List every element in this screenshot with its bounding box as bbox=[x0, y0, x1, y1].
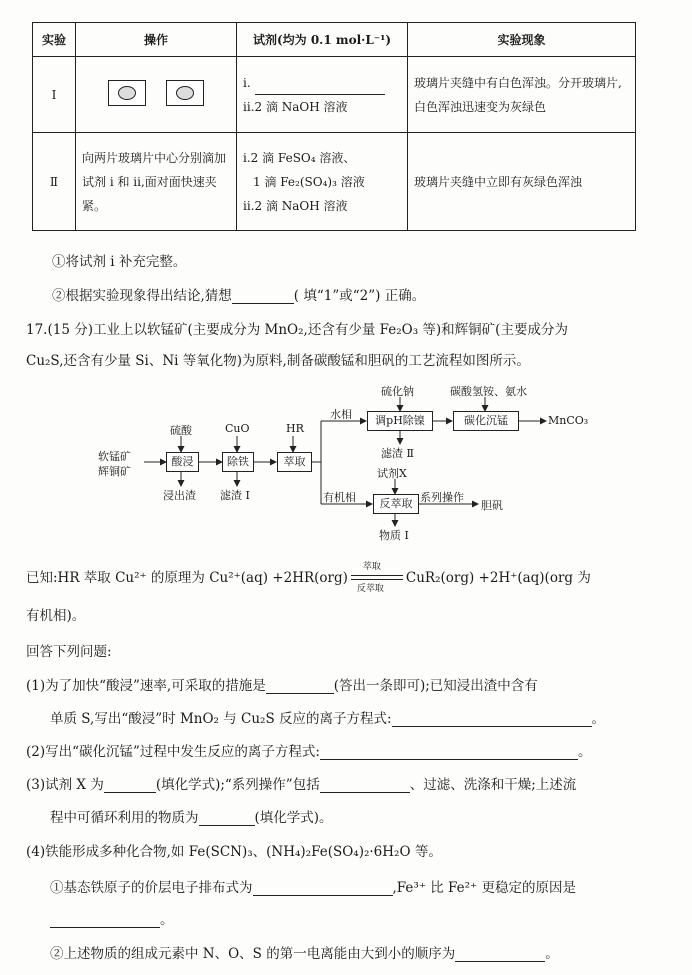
q17-3-line1 bbox=[26, 773, 576, 793]
reagent-text: ii.2 滴 NaOH 溶液 bbox=[243, 198, 348, 213]
known-equation bbox=[26, 561, 591, 594]
flow-step-mn: 碳化沉锰 bbox=[453, 411, 519, 431]
flow-water-phase: 水相 bbox=[330, 408, 352, 421]
q-text: 单质 S,写出“酸浸”时 MnO₂ 与 Cu₂S 反应的离子方程式: bbox=[50, 711, 392, 727]
table-row bbox=[33, 133, 636, 231]
q-text: 。 bbox=[577, 744, 592, 760]
answer-blank[interactable] bbox=[50, 927, 160, 928]
glass-slide-icon bbox=[108, 80, 146, 106]
flow-cuo: CuO bbox=[225, 422, 250, 435]
flow-product-mn: MnCO₃ bbox=[548, 414, 589, 427]
reagent-text: 1 滴 Fe₂(SO₄)₃ 溶液 bbox=[253, 174, 365, 189]
q-text: ,Fe³⁺ 比 Fe²⁺ 更稳定的原因是 bbox=[392, 880, 576, 896]
q-text: 。 bbox=[160, 912, 174, 928]
equilibrium-arrow-icon bbox=[351, 579, 403, 580]
flow-hr: HR bbox=[286, 422, 304, 435]
answer-blank[interactable] bbox=[455, 961, 545, 962]
reversible-arrow bbox=[351, 561, 403, 594]
flow-residue1: 滤渣 Ⅰ bbox=[220, 489, 250, 502]
answer-blank[interactable] bbox=[232, 303, 294, 304]
q17-4-2 bbox=[50, 942, 559, 962]
q-text: (填化学式);“系列操作”包括 bbox=[155, 777, 320, 793]
flow-step-acid: 酸浸 bbox=[166, 452, 199, 472]
q-text: (2)写出“碳化沉锰”过程中发生反应的离子方程式: bbox=[26, 744, 320, 760]
q-text: (1)为了加快“酸浸”速率,可采取的措施是 bbox=[26, 678, 266, 694]
q-text: 。 bbox=[591, 711, 606, 727]
header-reagent: 试剂(均为 0.1 mol·L⁻¹) bbox=[237, 23, 408, 57]
header-phenomenon: 实验现象 bbox=[408, 23, 636, 57]
q17-4-1-line1 bbox=[50, 876, 576, 896]
equilibrium-arrow-icon bbox=[351, 575, 403, 576]
reagent-text: ii.2 滴 NaOH 溶液 bbox=[243, 99, 348, 114]
flow-reagent-x: 试剂X bbox=[377, 467, 407, 480]
flow-step-extract: 萃取 bbox=[277, 452, 312, 472]
q-text: (答出一条即可);已知浸出渣中含有 bbox=[333, 678, 538, 694]
flow-substance1: 物质 Ⅰ bbox=[379, 529, 409, 542]
row-id: Ⅰ bbox=[33, 57, 76, 133]
q-text: 、过滤、洗涤和干燥;上述流 bbox=[409, 777, 577, 793]
answer-blank[interactable] bbox=[320, 759, 578, 760]
experiment-table bbox=[32, 22, 636, 231]
answer-blank[interactable] bbox=[104, 792, 156, 793]
answer-blank[interactable] bbox=[392, 726, 592, 727]
header-exp: 实验 bbox=[33, 23, 76, 57]
known-line2: 有机相)。 bbox=[26, 608, 86, 624]
q17-1-line2 bbox=[50, 707, 605, 727]
q17-4-1-line2 bbox=[50, 908, 174, 928]
q-text: ②上述物质的组成元素中 N、O、S 的第一电离能由大到小的顺序为 bbox=[50, 946, 456, 962]
flow-step-fe: 除铁 bbox=[222, 452, 254, 472]
flow-series-op: 系列操作 bbox=[420, 491, 464, 504]
row-id: Ⅱ bbox=[33, 133, 76, 231]
answer-prompt: 回答下列问题: bbox=[26, 644, 112, 660]
table-header-row bbox=[33, 23, 636, 57]
arrow-top-label: 萃取 bbox=[362, 561, 381, 572]
q-text: (填化学式)。 bbox=[254, 810, 333, 826]
phenomenon-cell: 玻璃片夹缝中立即有灰绿色浑浊 bbox=[408, 133, 636, 231]
reagent-text: i. bbox=[243, 75, 251, 90]
answer-blank[interactable] bbox=[199, 825, 255, 826]
reagent-cell bbox=[237, 57, 408, 133]
answer-blank[interactable] bbox=[253, 895, 393, 896]
q17-intro-line2: Cu₂S,还含有少量 Si、Ni 等氧化物)为原料,制备碳酸锰和胆矾的工艺流程如图所示。 bbox=[26, 353, 530, 369]
flow-residue-acid: 浸出渣 bbox=[163, 489, 196, 502]
q16-part2 bbox=[52, 284, 425, 304]
glass-slide-icon bbox=[166, 80, 204, 106]
flow-organic-phase: 有机相 bbox=[323, 491, 356, 504]
flow-residue2: 滤渣 Ⅱ bbox=[381, 447, 414, 460]
arrow-bottom-label: 反萃取 bbox=[356, 583, 384, 594]
answer-blank[interactable] bbox=[320, 792, 410, 793]
table-row bbox=[33, 57, 636, 133]
flow-na2s: 硫化钠 bbox=[381, 385, 414, 398]
flow-step-ph: 调pH除镍 bbox=[367, 411, 433, 431]
known-text: 已知:HR 萃取 Cu²⁺ 的原理为 Cu²⁺(aq) +2HR(org) bbox=[26, 570, 348, 586]
flow-acid: 硫酸 bbox=[170, 424, 192, 437]
q-text: (3)试剂 X 为 bbox=[26, 777, 104, 793]
q17-3-line2 bbox=[50, 806, 333, 826]
q17-intro-line1: 17.(15 分)工业上以软锰矿(主要成分为 MnO₂,还含有少量 Fe₂O₃ 等)和辉铜矿(主要成分为 bbox=[26, 322, 568, 338]
q-text: 程中可循环利用的物质为 bbox=[50, 810, 199, 826]
known-text: CuR₂(org) +2H⁺(aq)(org 为 bbox=[405, 570, 591, 586]
flow-raw1: 软锰矿 bbox=[98, 450, 131, 463]
flow-product-cu: 胆矾 bbox=[481, 499, 503, 512]
phenomenon-cell: 玻璃片夹缝中有白色浑浊。分开玻璃片,白色浑浊迅速变为灰绿色 bbox=[408, 57, 636, 133]
q16-part2-text: ②根据实验现象得出结论,猜想 bbox=[52, 288, 232, 304]
flow-raw2: 辉铜矿 bbox=[98, 465, 131, 478]
q16-part1: ①将试剂 i 补充完整。 bbox=[52, 254, 187, 270]
q-text: ①基态铁原子的价层电子排布式为 bbox=[50, 880, 253, 896]
glass-figure bbox=[76, 57, 237, 133]
q17-1-line1 bbox=[26, 674, 538, 694]
answer-blank[interactable] bbox=[266, 693, 334, 694]
reagent-text: i.2 滴 FeSO₄ 溶液、 bbox=[243, 150, 356, 165]
q16-part2-text: ( 填“1”或“2”) 正确。 bbox=[293, 288, 426, 304]
header-operation: 操作 bbox=[76, 23, 237, 57]
operation-cell: 向两片玻璃片中心分别滴加试剂 i 和 ii,面对面快速夹紧。 bbox=[76, 133, 237, 231]
flow-nh4hco3: 碳酸氢铵、氨水 bbox=[450, 385, 527, 398]
q17-2 bbox=[26, 740, 591, 760]
q17-4: (4)铁能形成多种化合物,如 Fe(SCN)₃、(NH₄)₂Fe(SO₄)₂·6H₂O 等。 bbox=[26, 844, 442, 860]
flow-step-back: 反萃取 bbox=[373, 494, 419, 514]
reagent-cell bbox=[237, 133, 408, 231]
q-text: 。 bbox=[545, 946, 559, 962]
